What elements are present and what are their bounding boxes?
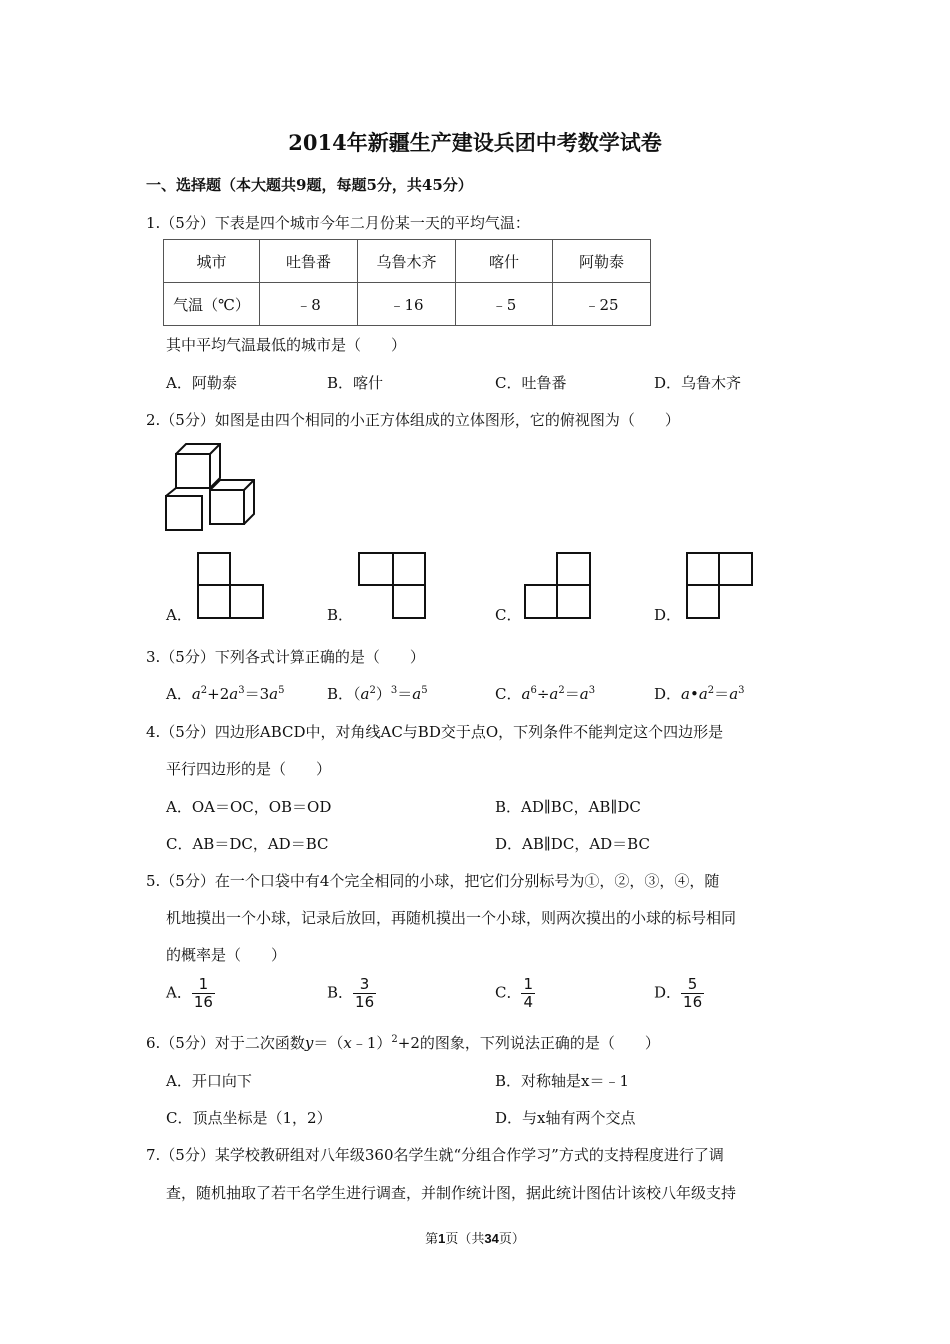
- section-heading: 一、选择题（本大题共9题，每题5分，共45分）: [146, 176, 473, 194]
- table-cell: 喀什: [456, 240, 553, 283]
- denominator: 16: [683, 993, 703, 1011]
- top-view-option-b: [358, 552, 428, 622]
- question-1-stem: 1.（5分）下表是四个城市今年二月份某一天的平均气温：: [146, 214, 530, 232]
- question-6-stem: [146, 1032, 660, 1053]
- top-view-option-c: [524, 552, 594, 622]
- fraction: [353, 976, 376, 1011]
- denominator: 4: [523, 993, 534, 1011]
- footer-total-pages: 34: [484, 1231, 499, 1246]
- question-7-stem-line-2: 查，随机抽取了若干名学生进行调查，并制作统计图，据此统计图估计该校八年级支持: [166, 1184, 737, 1202]
- fraction: [192, 976, 215, 1011]
- option-label: D．: [654, 983, 682, 1002]
- question-2-stem: 2.（5分）如图是由四个相同的小正方体组成的立体图形，它的俯视图为（ ）: [146, 411, 680, 429]
- table-cell: 城市: [164, 240, 260, 283]
- denominator: 16: [193, 993, 213, 1011]
- question-4-stem-line-1: 4.（5分）四边形ABCD中，对角线AC与BD交于点O，下列条件不能判定这个四边形是: [146, 723, 724, 741]
- numerator: 1: [523, 975, 534, 993]
- q5-option-d: [654, 976, 704, 1011]
- q2-option-b-label: B．: [327, 606, 354, 624]
- table-header-row: [164, 240, 651, 283]
- q4-option-b: B．AD∥BC，AB∥DC: [495, 798, 641, 816]
- page-footer: [0, 1228, 950, 1247]
- q2-option-a-label: A．: [166, 606, 192, 624]
- question-5-stem-line-3: 的概率是（ ）: [166, 946, 287, 964]
- table-cell: ﹣16: [358, 283, 456, 326]
- numerator: 5: [687, 975, 698, 993]
- q3-option-c: C．$a^6\div a^2=a^3$: [495, 685, 596, 703]
- option-label: C．: [495, 983, 522, 1002]
- temperature-table: [163, 239, 651, 326]
- q1-option-c: C．吐鲁番: [495, 374, 567, 392]
- q6-option-a: A．开口向下: [166, 1072, 252, 1090]
- q1-option-d: D．乌鲁木齐: [654, 374, 742, 392]
- table-cell: 阿勒泰: [553, 240, 651, 283]
- fraction: [681, 976, 704, 1011]
- table-cell: 吐鲁番: [260, 240, 358, 283]
- footer-suffix: 页）: [498, 1232, 525, 1247]
- fraction: [521, 976, 535, 1011]
- numerator: 3: [359, 975, 370, 993]
- denominator: 16: [355, 993, 375, 1011]
- footer-page-number: 1: [438, 1231, 446, 1246]
- numerator: 1: [198, 975, 209, 993]
- q1-option-b: B．喀什: [327, 374, 384, 392]
- q2-option-d-label: D．: [654, 606, 682, 624]
- question-5-stem-line-2: 机地摸出一个小球，记录后放回，再随机摸出一个小球，则两次摸出的小球的标号相同: [166, 909, 737, 927]
- q6-option-d: D．与x轴有两个交点: [495, 1109, 636, 1127]
- q1-option-a: A．阿勒泰: [166, 374, 237, 392]
- question-4-stem-line-2: 平行四边形的是（ ）: [166, 760, 332, 778]
- q6-stem-start: 6.（5分）对于二次函数: [146, 1034, 305, 1052]
- page-title: 2014年新疆生产建设兵团中考数学试卷: [288, 130, 662, 155]
- q5-option-b: [327, 976, 376, 1011]
- q6-formula: y＝（x﹣1）$^2$+2: [304, 1034, 420, 1052]
- question-5-stem-line-1: 5.（5分）在一个口袋中有4个完全相同的小球，把它们分别标号为①，②，③，④，随: [146, 872, 720, 890]
- option-label: B．: [327, 983, 354, 1002]
- q3-option-a: A．$a^2+2a^3=3a^5$: [166, 685, 285, 703]
- q5-option-a: [166, 976, 215, 1011]
- table-cell: ﹣25: [553, 283, 651, 326]
- q4-option-a: A．OA＝OC，OB＝OD: [166, 798, 332, 816]
- option-label: A．: [166, 983, 192, 1002]
- q3-option-b: B．$(a^2)^3=a^5$: [327, 685, 428, 703]
- q4-option-c: C．AB＝DC，AD＝BC: [166, 835, 329, 853]
- question-7-stem-line-1: 7.（5分）某学校教研组对八年级360名学生就“分组合作学习”方式的支持程度进行了调: [146, 1146, 724, 1164]
- table-cell: ﹣5: [456, 283, 553, 326]
- question-1-prompt: 其中平均气温最低的城市是（ ）: [166, 336, 407, 354]
- cube-solid-figure: [160, 440, 260, 535]
- q6-option-c: C．顶点坐标是（1，2）: [166, 1109, 332, 1127]
- table-cell: 乌鲁木齐: [358, 240, 456, 283]
- table-cell: 气温（℃）: [164, 283, 260, 326]
- top-view-option-a: [197, 552, 267, 622]
- table-row: [164, 283, 651, 326]
- q2-option-c-label: C．: [495, 606, 522, 624]
- footer-middle: 页（共: [445, 1232, 485, 1247]
- table-cell: ﹣8: [260, 283, 358, 326]
- footer-prefix: 第: [425, 1232, 439, 1247]
- q6-option-b: B．对称轴是x＝﹣1: [495, 1072, 630, 1090]
- question-3-stem: 3.（5分）下列各式计算正确的是（ ）: [146, 648, 425, 666]
- top-view-option-d: [686, 552, 756, 622]
- q6-stem-end: 的图象，下列说法正确的是（ ）: [419, 1034, 660, 1052]
- q5-option-c: [495, 976, 535, 1011]
- q3-option-d: D．$a•a^2=a^3$: [654, 685, 745, 703]
- q4-option-d: D．AB∥DC，AD＝BC: [495, 835, 650, 853]
